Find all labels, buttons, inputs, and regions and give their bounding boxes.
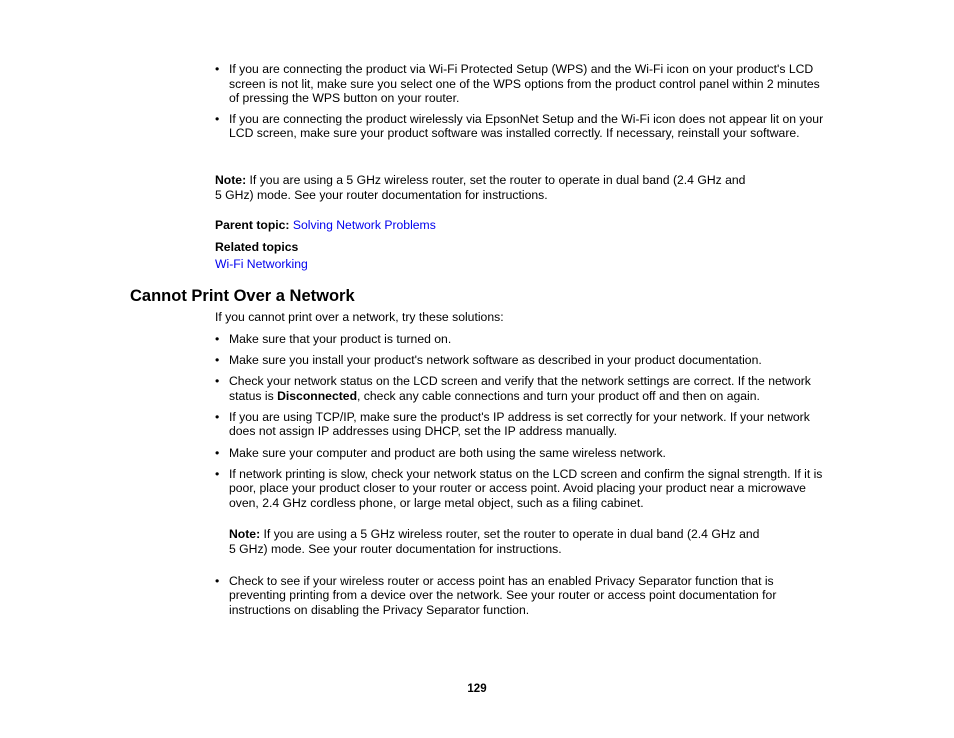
- list-item: [215, 374, 827, 403]
- bullet: •: [215, 466, 220, 481]
- note: [215, 173, 835, 202]
- bullet: •: [215, 332, 220, 346]
- parent-topic-link[interactable]: Solving Network Problems: [292, 218, 436, 232]
- list-item-text: Check to see if your wireless router or access point has an enabled Privacy Separator function that is preventing printing from a device over the network. See your router or access point documentation for instructions on disabling the Privacy Separator function.: [229, 573, 777, 617]
- note-text-line2: 5 GHz) mode. See your router documentation for instructions.: [215, 187, 548, 202]
- related-topic-link[interactable]: Wi-Fi Networking: [215, 256, 308, 271]
- bullet: •: [215, 573, 220, 588]
- bullet: •: [215, 445, 220, 460]
- note: [229, 527, 849, 556]
- list-item: [215, 446, 827, 461]
- list-item-text: Make sure that your product is turned on.: [229, 332, 452, 346]
- note-text-line1: If you are using a 5 GHz wireless router, set the router to operate in dual band (2.4 GHz and: [249, 173, 746, 187]
- list-item-text: If you are connecting the product wirelessly via EpsonNet Setup and the Wi-Fi icon does not appear lit on your LCD screen, make sure your product software was installed correctly. If necessary, reinstall your software.: [229, 111, 824, 141]
- parent-topic-label: Parent topic:: [215, 218, 290, 232]
- note-text-line2: 5 GHz) mode. See your router documentation for instructions.: [229, 542, 562, 557]
- parent-topic: [215, 218, 436, 233]
- bullet: •: [215, 62, 220, 76]
- list-item-text: Make sure your computer and product are both using the same wireless network.: [229, 445, 666, 460]
- status-disconnected: Disconnected: [277, 388, 358, 403]
- section-title: Cannot Print Over a Network: [130, 287, 355, 305]
- list-item-text: Make sure you install your product's network software as described in your product documentation.: [229, 353, 762, 368]
- list-item: [215, 332, 827, 347]
- bullet: •: [215, 111, 220, 126]
- note-text-line1: If you are using a 5 GHz wireless router, set the router to operate in dual band (2.4 GHz and: [263, 527, 760, 542]
- related-topics-label: Related topics: [215, 240, 299, 254]
- related-topics: [215, 240, 308, 271]
- bullet: •: [215, 353, 220, 368]
- list-item: [215, 112, 827, 141]
- wifi-troubleshoot-list: [215, 62, 827, 141]
- bullet: •: [215, 409, 220, 424]
- list-item-text: If network printing is slow, check your network status on the LCD screen and confirm the signal strength. If it is poor, place your product closer to your router or access point. Avoid placing your product near a microwave oven, 2.4 GHz cordless phone, or large metal object, such as a filing cabinet.: [229, 466, 823, 510]
- note-label: Note:: [229, 527, 261, 542]
- list-item-text: If you are connecting the product via Wi-Fi Protected Setup (WPS) and the Wi-Fi icon on your product's LCD screen is not lit, make sure you select one of the WPS options from the product control panel within 2 minutes of pressing the WPS button on your router.: [229, 62, 820, 106]
- note-label: Note:: [215, 173, 247, 187]
- page-number: 129: [467, 683, 487, 695]
- list-item: [215, 574, 827, 618]
- bullet: •: [215, 374, 220, 389]
- list-item: [215, 467, 827, 557]
- list-item-text: If you are using TCP/IP, make sure the product's IP address is set correctly for your network. If your network does not assign IP addresses using DHCP, set the IP address manually.: [229, 409, 810, 439]
- list-item: [215, 353, 827, 368]
- solutions-list: [215, 332, 827, 617]
- list-item: [215, 410, 827, 439]
- section-intro: If you cannot print over a network, try these solutions:: [215, 310, 504, 324]
- list-item: [215, 62, 827, 106]
- list-item-text: Check your network status on the LCD screen and verify that the network settings are correct. If the network status is Disconnected, check any cable connections and turn your product off and then on again.: [229, 374, 811, 403]
